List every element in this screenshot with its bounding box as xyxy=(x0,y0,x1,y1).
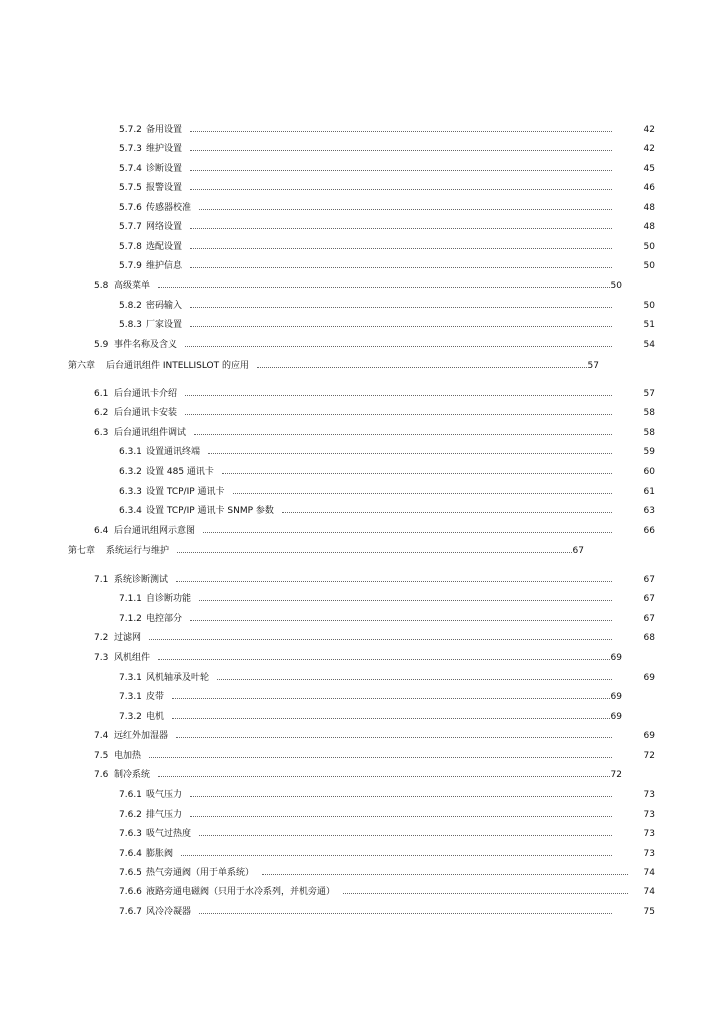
toc-entry[interactable] xyxy=(119,220,655,234)
toc-entry-number: 7.3 xyxy=(94,653,109,663)
toc-entry-page: 74 xyxy=(643,887,655,897)
toc-entry-number: 5.7.2 xyxy=(119,125,142,135)
toc-leader-dots xyxy=(149,639,612,640)
toc-entry[interactable] xyxy=(94,387,655,401)
toc-entry-number: 5.8.2 xyxy=(119,301,142,311)
toc-entry-number: 6.1 xyxy=(94,389,109,399)
toc-entry[interactable] xyxy=(119,123,655,137)
toc-entry[interactable] xyxy=(119,504,655,518)
toc-entry[interactable] xyxy=(119,181,655,195)
toc-entry-number: 5.7.8 xyxy=(119,242,142,252)
toc-entry[interactable] xyxy=(119,162,655,176)
toc-entry[interactable] xyxy=(94,338,655,352)
toc-entry-page: 51 xyxy=(643,320,655,330)
toc-leader-dots xyxy=(190,816,612,817)
toc-entry-page: 60 xyxy=(643,467,655,477)
toc-entry-title: 设置 TCP/IP 通讯卡 SNMP 参数 xyxy=(146,506,274,516)
toc-leader-dots xyxy=(222,473,612,474)
toc-entry-page: 69 xyxy=(643,731,655,741)
toc-entry-number: 7.6.4 xyxy=(119,849,142,859)
toc-entry[interactable] xyxy=(94,651,655,665)
toc-leader-dots xyxy=(203,532,612,533)
toc-entry-number: 6.3.1 xyxy=(119,447,142,457)
toc-entry-number: 7.3.1 xyxy=(119,673,142,683)
toc-entry[interactable] xyxy=(94,768,655,782)
toc-entry-title: 排气压力 xyxy=(146,810,183,820)
toc-entry[interactable] xyxy=(94,749,655,763)
toc-entry-title: 系统运行与维护 xyxy=(106,546,170,556)
toc-entry-title: 电控部分 xyxy=(146,614,183,624)
toc-leader-dots xyxy=(208,453,612,454)
toc-entry[interactable] xyxy=(94,279,655,293)
toc-leader-dots xyxy=(194,434,612,435)
toc-entry[interactable] xyxy=(119,240,655,254)
toc-entry[interactable] xyxy=(94,631,655,645)
toc-entry-number: 第七章 xyxy=(68,546,96,556)
toc-entry-title: 报警设置 xyxy=(146,183,183,193)
toc-leader-dots xyxy=(190,170,612,171)
toc-entry-title: 设置 485 通讯卡 xyxy=(146,467,214,477)
toc-leader-dots xyxy=(199,835,612,836)
toc-entry-page: 58 xyxy=(643,408,655,418)
toc-entry-page: 57 xyxy=(587,361,599,371)
toc-leader-dots xyxy=(262,874,628,875)
toc-entry-title: 后台通讯卡介绍 xyxy=(114,389,178,399)
toc-entry-title: 电加热 xyxy=(114,751,142,761)
toc-leader-dots xyxy=(199,913,612,914)
toc-entry-title: 维护信息 xyxy=(146,261,183,271)
toc-entry[interactable] xyxy=(119,671,655,685)
toc-leader-dots xyxy=(190,307,612,308)
toc-entry-title: 密码输入 xyxy=(146,301,183,311)
toc-leader-dots xyxy=(257,367,587,368)
toc-entry-number: 5.7.3 xyxy=(119,144,142,154)
toc-entry-title: 维护设置 xyxy=(146,144,183,154)
toc-entry[interactable] xyxy=(68,359,655,373)
toc-leader-dots xyxy=(172,698,610,699)
toc-entry-page: 75 xyxy=(643,907,655,917)
toc-leader-dots xyxy=(199,600,612,601)
toc-entry-title: 过滤网 xyxy=(114,633,142,643)
toc-entry-title: 高级菜单 xyxy=(114,281,151,291)
toc-entry-page: 50 xyxy=(643,242,655,252)
toc-entry-page: 61 xyxy=(643,487,655,497)
toc-entry[interactable] xyxy=(94,573,655,587)
toc-entry-title: 远红外加湿器 xyxy=(114,731,169,741)
toc-entry-page: 67 xyxy=(643,594,655,604)
toc-entry-number: 6.3 xyxy=(94,428,109,438)
toc-entry-title: 后台通讯组件调试 xyxy=(114,428,187,438)
toc-entry-number: 5.7.6 xyxy=(119,203,142,213)
toc-entry-title: 后台通讯组件 INTELLISLOT 的应用 xyxy=(106,361,249,371)
toc-entry-title: 吸气过热度 xyxy=(146,829,192,839)
toc-entry-page: 73 xyxy=(643,810,655,820)
toc-entry-title: 后台通讯组网示意图 xyxy=(114,526,196,536)
toc-entry-title: 风机组件 xyxy=(114,653,151,663)
toc-entry-number: 6.3.3 xyxy=(119,487,142,497)
toc-entry-page: 67 xyxy=(572,546,584,556)
toc-entry-page: 67 xyxy=(643,614,655,624)
toc-entry-title: 风冷冷凝器 xyxy=(146,907,192,917)
toc-entry-page: 48 xyxy=(643,203,655,213)
toc-entry[interactable] xyxy=(119,142,655,156)
toc-entry[interactable] xyxy=(119,485,655,499)
toc-leader-dots xyxy=(190,620,612,621)
toc-entry-page: 50 xyxy=(643,301,655,311)
toc-leader-dots xyxy=(185,395,612,396)
toc-entry-page: 73 xyxy=(643,849,655,859)
toc-entry[interactable] xyxy=(119,827,655,841)
toc-entry[interactable] xyxy=(119,710,655,724)
toc-entry-number: 7.1.2 xyxy=(119,614,142,624)
toc-entry-number: 5.7.4 xyxy=(119,164,142,174)
toc-entry-page: 48 xyxy=(643,222,655,232)
toc-entry-page: 69 xyxy=(643,673,655,683)
toc-entry-number: 第六章 xyxy=(68,361,96,371)
toc-entry-page: 42 xyxy=(643,144,655,154)
toc-entry-page: 69 xyxy=(610,653,622,663)
toc-entry-page: 66 xyxy=(643,526,655,536)
toc-entry[interactable] xyxy=(119,445,655,459)
toc-leader-dots xyxy=(158,776,610,777)
toc-leader-dots xyxy=(181,855,612,856)
toc-entry-page: 74 xyxy=(643,868,655,878)
toc-leader-dots xyxy=(343,893,628,894)
toc-entry-number: 5.7.9 xyxy=(119,261,142,271)
toc-entry-title: 网络设置 xyxy=(146,222,183,232)
toc-entry-number: 7.6.7 xyxy=(119,907,142,917)
toc-leader-dots xyxy=(158,659,610,660)
toc-leader-dots xyxy=(233,493,612,494)
toc-leader-dots xyxy=(217,679,612,680)
toc-leader-dots xyxy=(185,414,612,415)
toc-entry-page: 50 xyxy=(643,261,655,271)
toc-entry-number: 5.9 xyxy=(94,340,109,350)
toc-entry-number: 7.4 xyxy=(94,731,109,741)
toc-entry-number: 6.2 xyxy=(94,408,109,418)
toc-entry-title: 备用设置 xyxy=(146,125,183,135)
toc-entry-title: 皮带 xyxy=(146,692,165,702)
toc-entry-title: 传感器校准 xyxy=(146,203,192,213)
toc-leader-dots xyxy=(190,150,612,151)
toc-entry[interactable] xyxy=(119,299,655,313)
toc-leader-dots xyxy=(190,228,612,229)
toc-leader-dots xyxy=(149,757,612,758)
toc-entry[interactable] xyxy=(68,544,655,558)
toc-entry-title: 热气旁通阀（用于单系统） xyxy=(146,868,255,878)
toc-entry-number: 6.3.4 xyxy=(119,506,142,516)
toc-entry[interactable] xyxy=(119,318,655,332)
toc-entry[interactable] xyxy=(119,465,655,479)
toc-entry-page: 58 xyxy=(643,428,655,438)
toc-entry-number: 7.6 xyxy=(94,770,109,780)
toc-entry[interactable] xyxy=(119,690,655,704)
toc-entry-title: 设置通讯终端 xyxy=(146,447,201,457)
toc-entry-page: 45 xyxy=(643,164,655,174)
toc-entry-number: 5.8.3 xyxy=(119,320,142,330)
toc-entry-title: 后台通讯卡安装 xyxy=(114,408,178,418)
toc-entry[interactable] xyxy=(119,612,655,626)
toc-entry-number: 7.6.2 xyxy=(119,810,142,820)
toc-entry-page: 73 xyxy=(643,790,655,800)
toc-entry-page: 57 xyxy=(643,389,655,399)
toc-leader-dots xyxy=(190,267,612,268)
toc-entry-title: 厂家设置 xyxy=(146,320,183,330)
toc-entry-page: 63 xyxy=(643,506,655,516)
toc-entry-number: 7.6.6 xyxy=(119,887,142,897)
toc-leader-dots xyxy=(199,209,612,210)
toc-entry-number: 7.6.1 xyxy=(119,790,142,800)
toc-leader-dots xyxy=(282,512,612,513)
toc-entry[interactable] xyxy=(119,808,655,822)
toc-entry[interactable] xyxy=(119,866,655,880)
toc-entry-number: 7.3.1 xyxy=(119,692,142,702)
toc-entry-number: 7.5 xyxy=(94,751,109,761)
toc-entry-number: 6.3.2 xyxy=(119,467,142,477)
toc-entry[interactable] xyxy=(119,201,655,215)
toc-leader-dots xyxy=(172,718,610,719)
toc-entry-page: 50 xyxy=(610,281,622,291)
toc-entry-page: 73 xyxy=(643,829,655,839)
toc-entry-page: 69 xyxy=(610,692,622,702)
toc-entry-page: 68 xyxy=(643,633,655,643)
toc-entry-title: 膨胀阀 xyxy=(146,849,174,859)
toc-entry-page: 54 xyxy=(643,340,655,350)
toc-entry-title: 选配设置 xyxy=(146,242,183,252)
toc-entry-title: 吸气压力 xyxy=(146,790,183,800)
toc-leader-dots xyxy=(176,581,612,582)
toc-entry-title: 诊断设置 xyxy=(146,164,183,174)
toc-entry-title: 设置 TCP/IP 通讯卡 xyxy=(146,487,225,497)
toc-entry-page: 72 xyxy=(643,751,655,761)
toc-leader-dots xyxy=(190,189,612,190)
toc-entry-number: 6.4 xyxy=(94,526,109,536)
toc-entry[interactable] xyxy=(119,847,655,861)
toc-entry-page: 59 xyxy=(643,447,655,457)
toc-leader-dots xyxy=(190,326,612,327)
toc-entry-title: 风机轴承及叶轮 xyxy=(146,673,210,683)
toc-entry[interactable] xyxy=(94,729,655,743)
toc-entry-page: 42 xyxy=(643,125,655,135)
toc-entry-number: 7.6.5 xyxy=(119,868,142,878)
toc-entry-number: 7.1 xyxy=(94,575,109,585)
toc-entry-title: 电机 xyxy=(146,712,165,722)
toc-entry[interactable] xyxy=(119,788,655,802)
toc-entry-number: 7.2 xyxy=(94,633,109,643)
toc-leader-dots xyxy=(177,552,572,553)
toc-entry[interactable] xyxy=(94,524,655,538)
toc-entry-number: 7.6.3 xyxy=(119,829,142,839)
toc-leader-dots xyxy=(185,346,612,347)
toc-entry-title: 自诊断功能 xyxy=(146,594,192,604)
toc-entry-title: 事件名称及含义 xyxy=(114,340,178,350)
toc-entry[interactable] xyxy=(119,885,655,899)
toc-entry-title: 液路旁通电磁阀（只用于水冷系列，并机旁通） xyxy=(146,887,336,897)
toc-leader-dots xyxy=(176,737,612,738)
toc-entry-title: 制冷系统 xyxy=(114,770,151,780)
toc-entry-title: 系统诊断测试 xyxy=(114,575,169,585)
toc-entry[interactable] xyxy=(94,406,655,420)
toc-entry[interactable] xyxy=(119,905,655,919)
toc-entry-page: 46 xyxy=(643,183,655,193)
toc-entry-number: 7.1.1 xyxy=(119,594,142,604)
toc-entry-number: 5.8 xyxy=(94,281,109,291)
toc-leader-dots xyxy=(190,796,612,797)
toc-entry[interactable] xyxy=(119,592,655,606)
toc-entry-page: 72 xyxy=(610,770,622,780)
toc-entry-number: 5.7.7 xyxy=(119,222,142,232)
toc-entry-page: 67 xyxy=(643,575,655,585)
toc-leader-dots xyxy=(190,248,612,249)
toc-entry[interactable] xyxy=(94,426,655,440)
toc-leader-dots xyxy=(158,287,610,288)
toc-entry[interactable] xyxy=(119,259,655,273)
toc-entry-number: 5.7.5 xyxy=(119,183,142,193)
toc-entry-page: 69 xyxy=(610,712,622,722)
toc-leader-dots xyxy=(190,131,612,132)
toc-entry-number: 7.3.2 xyxy=(119,712,142,722)
